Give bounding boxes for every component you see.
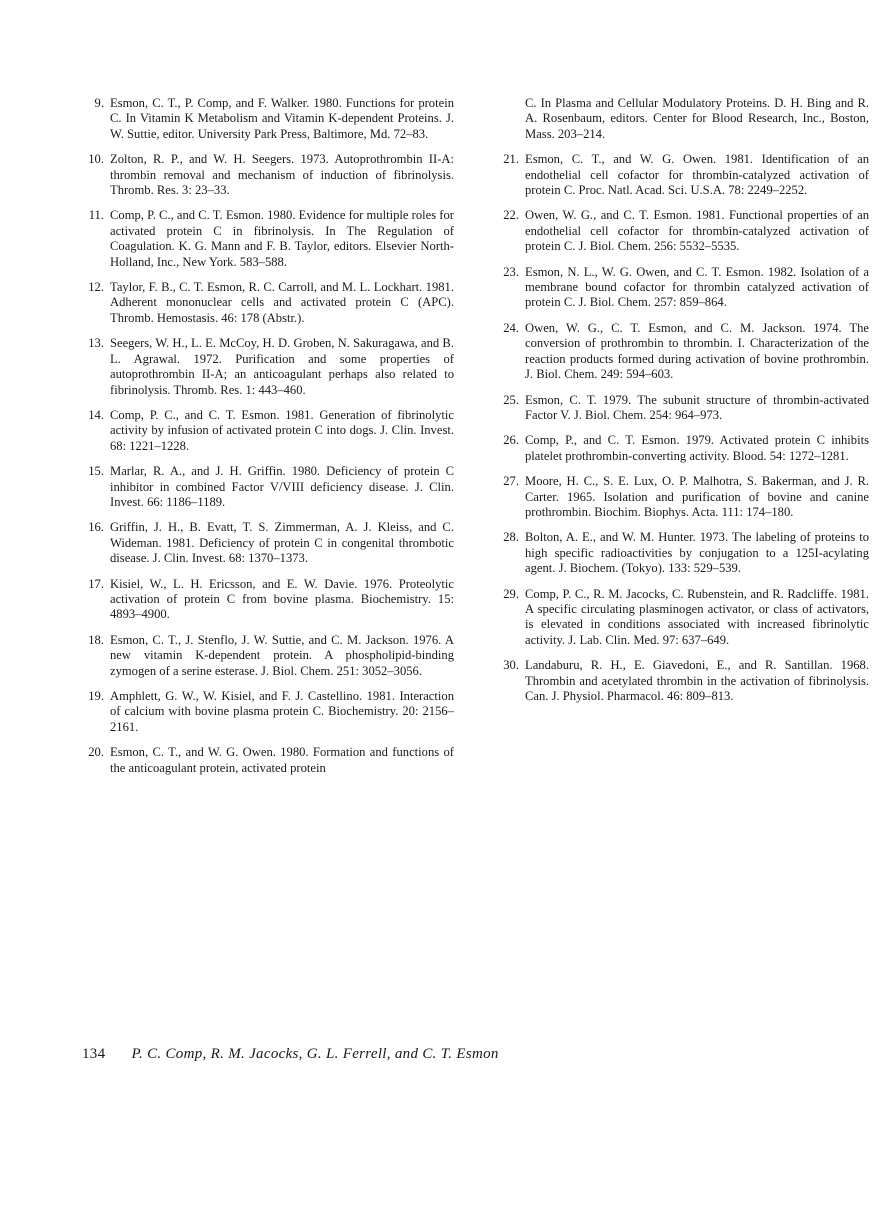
reference-entry — [497, 208, 869, 254]
reference-number: 16. — [88, 520, 104, 535]
reference-entry — [82, 745, 454, 776]
reference-number: 13. — [88, 336, 104, 351]
reference-entry — [82, 280, 454, 326]
reference-text: Griffin, J. H., B. Evatt, T. S. Zimmerman, A. J. Kleiss, and C. Wideman. 1981. Deficiency of protein C in congenital thrombotic disease. J. Clin. Invest. 68: 1370–1373. — [110, 520, 454, 566]
reference-text: Esmon, C. T., and W. G. Owen. 1981. Identification of an endothelial cell cofactor for thrombin-catalyzed activation of protein C. Proc. Natl. Acad. Sci. U.S.A. 78: 2249–2252. — [525, 152, 869, 198]
reference-entry — [82, 336, 454, 398]
reference-number: 10. — [88, 152, 104, 167]
reference-entry — [497, 96, 869, 142]
reference-text: Taylor, F. B., C. T. Esmon, R. C. Carroll, and M. L. Lockhart. 1981. Adherent mononuclear cells and activated protein C (APC). Thromb. Hemostasis. 46: 178 (Abstr.). — [110, 280, 454, 325]
reference-text: Owen, W. G., and C. T. Esmon. 1981. Functional properties of an endothelial cell cofactor for thrombin-catalyzed activation of protein C. J. Biol. Chem. 256: 5532–5535. — [525, 208, 869, 254]
reference-text: Bolton, A. E., and W. M. Hunter. 1973. The labeling of proteins to high specific radioactivities by conjugation to a 125I-acylating agent. J. Biochem. (Tokyo). 133: 529–539. — [525, 530, 869, 576]
reference-entry — [82, 577, 454, 623]
reference-number: 30. — [503, 658, 519, 673]
reference-text: Comp, P. C., and C. T. Esmon. 1980. Evidence for multiple roles for activated protein C in fibrinolysis. In The Regulation of Coagulation. K. G. Mann and F. B. Taylor, editors. Elsevier North-Holland, Inc., New York. 583–588. — [110, 208, 454, 269]
references-left-column — [82, 96, 454, 786]
reference-text: Amphlett, G. W., W. Kisiel, and F. J. Castellino. 1981. Interaction of calcium with bovine plasma protein C. Biochemistry. 20: 2156–2161. — [110, 689, 454, 734]
reference-number: 11. — [88, 208, 104, 223]
reference-number: 15. — [88, 464, 104, 479]
reference-text: Esmon, N. L., W. G. Owen, and C. T. Esmon. 1982. Isolation of a membrane bound cofactor for thrombin catalyzed activation of protein C. J. Biol. Chem. 257: 859–864. — [525, 264, 869, 310]
reference-entry — [497, 321, 869, 383]
reference-entry — [82, 152, 454, 198]
reference-number: 20. — [88, 745, 104, 760]
reference-number: 17. — [88, 576, 104, 591]
reference-entry — [497, 530, 869, 576]
reference-text: Marlar, R. A., and J. H. Griffin. 1980. Deficiency of protein C inhibitor in combined Factor V/VIII deficiency disease. J. Clin. Invest. 66: 1186–1189. — [110, 464, 454, 509]
reference-text: Owen, W. G., C. T. Esmon, and C. M. Jackson. 1974. The conversion of prothrombin to thrombin. I. Characterization of the reaction products formed during activation of bovine prothrombin. J. Biol. Chem. 249: 594–603. — [525, 320, 869, 382]
page-footer — [82, 1046, 499, 1063]
reference-entry — [497, 474, 869, 520]
reference-text: Seegers, W. H., L. E. McCoy, H. D. Groben, N. Sakuragawa, and B. L. Agrawal. 1972. Purification and some properties of autoprothrombin II-A; an anticoagulant perhaps also related to fibrinolysis. Thromb. Res. 1: 443–460. — [110, 336, 454, 397]
reference-text: Zolton, R. P., and W. H. Seegers. 1973. Autoprothrombin II-A: thrombin removal and mechanism of induction of fibrinolysis. Thromb. Res. 3: 23–33. — [110, 152, 454, 198]
reference-text: Moore, H. C., S. E. Lux, O. P. Malhotra, S. Bakerman, and J. R. Carter. 1965. Isolation and purification of bovine and canine prothrombin. Biochim. Biophys. Acta. 111: 174–180. — [525, 474, 869, 519]
reference-entry — [497, 587, 869, 649]
reference-text: Esmon, C. T., J. Stenflo, J. W. Suttie, and C. M. Jackson. 1976. A new vitamin K-dependent protein. A phospholipid-binding zymogen of a serine esterase. J. Biol. Chem. 251: 3052–3056. — [110, 632, 454, 678]
reference-entry — [82, 208, 454, 270]
reference-number: 23. — [503, 264, 519, 279]
reference-number: 18. — [88, 632, 104, 647]
reference-number: 28. — [503, 530, 519, 545]
reference-text: Esmon, C. T., and W. G. Owen. 1980. Formation and functions of the anticoagulant protein, activated protein — [110, 745, 454, 775]
reference-entry — [82, 633, 454, 679]
reference-number: 24. — [503, 320, 519, 335]
reference-number: 26. — [503, 433, 519, 448]
reference-entry — [497, 265, 869, 311]
reference-text: C. In Plasma and Cellular Modulatory Proteins. D. H. Bing and R. A. Rosenbaum, editors. Center for Blood Research, Inc., Boston, Mass. 203–214. — [525, 96, 869, 141]
reference-text: Esmon, C. T., P. Comp, and F. Walker. 1980. Functions for protein C. In Vitamin K Metabolism and Vitamin K-dependent Proteins. J. W. Suttie, editor. University Park Press, Baltimore, Md. 72–83. — [110, 96, 454, 141]
reference-entry — [497, 152, 869, 198]
reference-text: Comp, P. C., and C. T. Esmon. 1981. Generation of fibrinolytic activity by infusion of activated protein C into dogs. J. Clin. Invest. 68: 1221–1228. — [110, 407, 454, 453]
reference-number: 22. — [503, 208, 519, 223]
references-right-column — [497, 96, 869, 714]
reference-number: 19. — [88, 689, 104, 703]
reference-text: Esmon, C. T. 1979. The subunit structure of thrombin-activated Factor V. J. Biol. Chem. 254: 964–973. — [525, 392, 869, 422]
running-authors: P. C. Comp, R. M. Jacocks, G. L. Ferrell, and C. T. Esmon — [131, 1046, 499, 1062]
reference-number: 29. — [503, 586, 519, 601]
reference-text: Landaburu, R. H., E. Giavedoni, E., and R. Santillan. 1968. Thrombin and acetylated thrombin in the activation of fibrinolysis. Can. J. Physiol. Pharmacol. 46: 809–813. — [525, 658, 869, 703]
reference-number: 21. — [503, 152, 519, 167]
reference-number: 25. — [503, 392, 519, 407]
reference-entry — [82, 464, 454, 510]
reference-entry — [497, 393, 869, 424]
page-number: 134 — [82, 1046, 106, 1062]
reference-entry — [82, 96, 454, 142]
reference-number: 9. — [94, 96, 104, 110]
reference-entry — [82, 689, 454, 735]
reference-text: Comp, P. C., R. M. Jacocks, C. Rubenstein, and R. Radcliffe. 1981. A specific circulating plasminogen activator, or class of activators, is elevated in conditions associated with increased fibrinolytic activity. J. Lab. Clin. Med. 97: 637–649. — [525, 586, 869, 647]
reference-entry — [497, 433, 869, 464]
reference-text: Kisiel, W., L. H. Ericsson, and E. W. Davie. 1976. Proteolytic activation of protein C from bovine plasma. Biochemistry. 15: 4893–4900. — [110, 576, 454, 622]
reference-number: 12. — [88, 280, 104, 295]
reference-number: 27. — [503, 474, 519, 489]
reference-entry — [82, 408, 454, 454]
reference-entry — [82, 520, 454, 566]
reference-entry — [497, 658, 869, 704]
reference-text: Comp, P., and C. T. Esmon. 1979. Activated protein C inhibits platelet prothrombin-converting activity. Blood. 54: 1272–1281. — [525, 433, 869, 463]
reference-number: 14. — [88, 407, 104, 422]
